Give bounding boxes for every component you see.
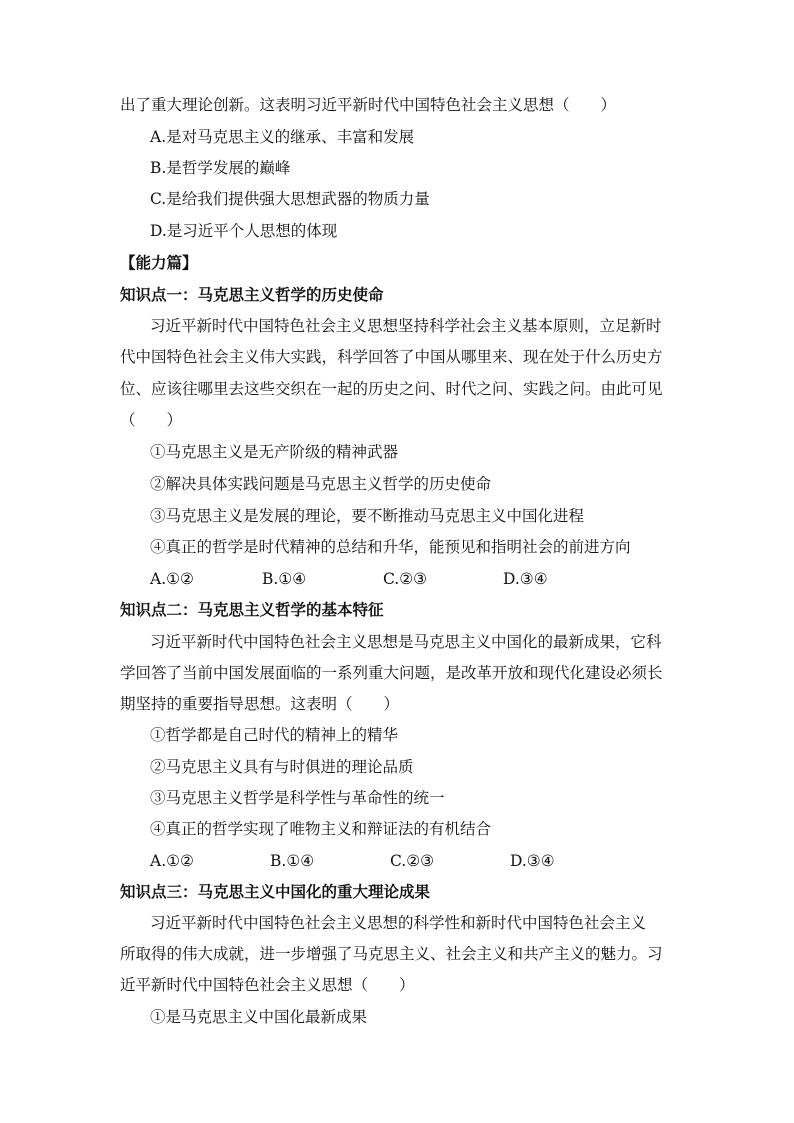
question-stem-line: 习近平新时代中国特色社会主义思想坚持科学社会主义基本原则，立足新时 [150,317,662,335]
question-stem-line: 代中国特色社会主义伟大实践，科学回答了中国从哪里来、现在处于什么历史方 [120,348,663,366]
knowledge-point-heading: 知识点二：马克思主义哲学的基本特征 [120,600,384,619]
option-b: B.是哲学发展的巅峰 [150,159,291,177]
question-stem-line: 出了重大理论创新。这表明习近平新时代中国特色社会主义思想（ ） [120,96,617,114]
question-stem-line: （ ） [120,411,183,429]
question-stem-line: 习近平新时代中国特色社会主义思想的科学性和新时代中国特色社会主义 [150,914,647,932]
option-a: A.是对马克思主义的继承、丰富和发展 [150,128,415,146]
statement-item: ①是马克思主义中国化最新成果 [150,1008,368,1026]
question-stem-line: 习近平新时代中国特色社会主义思想是马克思主义中国化的最新成果，它科 [150,633,662,651]
statement-item: ③马克思主义哲学是科学性与革命性的统一 [150,789,445,807]
knowledge-point-heading: 知识点一：马克思主义哲学的历史使命 [120,285,384,304]
choice-d: D.③④ [503,570,548,588]
statement-item: ④真正的哲学是时代精神的总结和升华，能预见和指明社会的前进方向 [150,538,631,556]
knowledge-point-heading: 知识点三：马克思主义中国化的重大理论成果 [120,882,431,901]
section-title: 【能力篇】 [120,253,198,272]
statement-item: ④真正的哲学实现了唯物主义和辩证法的有机结合 [150,820,492,838]
statement-item: ①哲学都是自己时代的精神上的精华 [150,726,399,744]
question-stem-line: 位、应该往哪里去这些交织在一起的历史之问、时代之问、实践之问。由此可见 [120,380,663,398]
option-d: D.是习近平个人思想的体现 [150,222,338,240]
choice-a: A.①② [150,852,194,870]
question-stem-line: 所取得的伟大成就，进一步增强了马克思主义、社会主义和共产主义的魅力。习 [120,945,663,963]
statement-item: ①马克思主义是无产阶级的精神武器 [150,443,399,461]
statement-item: ③马克思主义是发展的理论，要不断推动马克思主义中国化进程 [150,507,585,525]
choice-a: A.①② [150,570,194,588]
question-stem-line: 近平新时代中国特色社会主义思想（ ） [120,976,415,994]
question-stem-line: 学回答了当前中国发展面临的一系列重大问题，是改革开放和现代化建设必须长 [120,664,663,682]
choice-b: B.①④ [262,570,307,588]
choice-d: D.③④ [510,852,555,870]
choice-c: C.②③ [390,852,435,870]
statement-item: ②马克思主义具有与时俱进的理论品质 [150,758,414,776]
choice-b: B.①④ [270,852,315,870]
statement-item: ②解决具体实践问题是马克思主义哲学的历史使命 [150,475,492,493]
option-c: C.是给我们提供强大思想武器的物质力量 [150,190,430,208]
question-stem-line: 期坚持的重要指导思想。这表明（ ） [120,695,400,713]
choice-c: C.②③ [383,570,428,588]
